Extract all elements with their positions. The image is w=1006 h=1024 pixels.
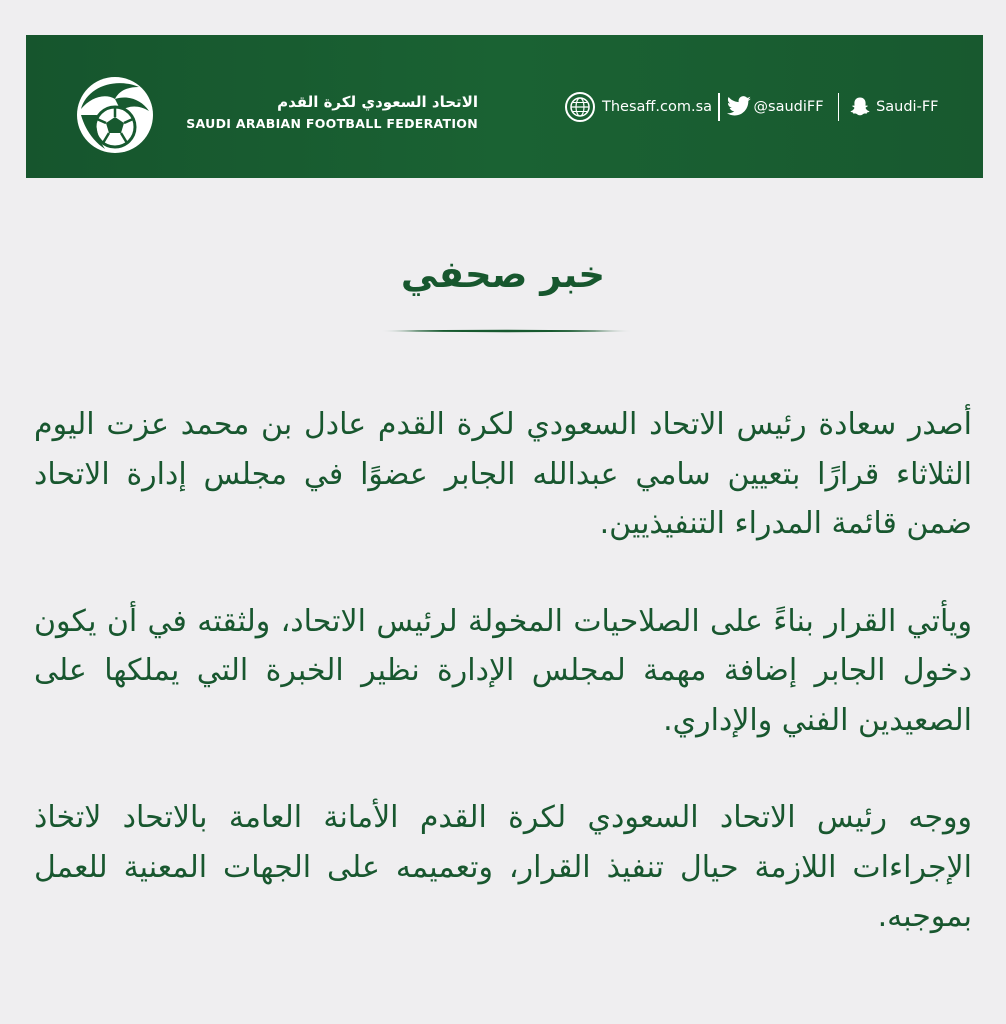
twitter-handle: @saudiFF xyxy=(753,99,824,115)
twitter-bird-icon xyxy=(726,96,752,118)
website-text: Thesaff.com.sa xyxy=(602,99,713,115)
snapchat-link[interactable] xyxy=(845,96,938,118)
twitter-link[interactable] xyxy=(726,96,824,118)
org-name-english: SAUDI ARABIAN FOOTBALL FEDERATION xyxy=(186,116,478,131)
paragraph-1: أصدر سعادة رئيس الاتحاد السعودي لكرة القدم عادل بن محمد عزت اليوم الثلاثاء قرارًا بتعيين سامي عبدالله الجابر عضوًا في مجلس إدارة الاتحاد ضمن قائمة المدراء التنفيذيين. xyxy=(34,407,972,541)
org-name-arabic: الاتحاد السعودي لكرة القدم xyxy=(277,93,478,111)
title-underline xyxy=(379,318,633,322)
paragraph-3: ووجه رئيس الاتحاد السعودي لكرة القدم الأمانة العامة بالاتحاد لاتخاذ الإجراءات اللازمة حيال تنفيذ القرار، وتعميمه على الجهات المعنية للعمل بموجبه. xyxy=(34,800,972,934)
website-link[interactable] xyxy=(564,91,712,123)
contact-info xyxy=(564,90,968,124)
federation-brand xyxy=(178,93,478,133)
page-title: خبر صحفي xyxy=(400,253,606,296)
paragraph-2: ويأتي القرار بناءً على الصلاحيات المخولة لرئيس الاتحاد، ولثقته في أن يكون دخول الجابر إضافة مهمة لمجلس الإدارة نظير الخبرة التي يملكها على الصعيدين الفني والإداري. xyxy=(34,603,972,738)
globe-icon xyxy=(564,91,596,123)
snapchat-handle: Saudi-FF xyxy=(876,99,939,115)
divider xyxy=(838,93,840,121)
divider xyxy=(718,93,720,121)
saff-logo-icon xyxy=(75,75,155,155)
header-banner xyxy=(26,35,983,178)
press-release-body xyxy=(34,400,972,990)
snapchat-ghost-icon xyxy=(849,96,871,118)
